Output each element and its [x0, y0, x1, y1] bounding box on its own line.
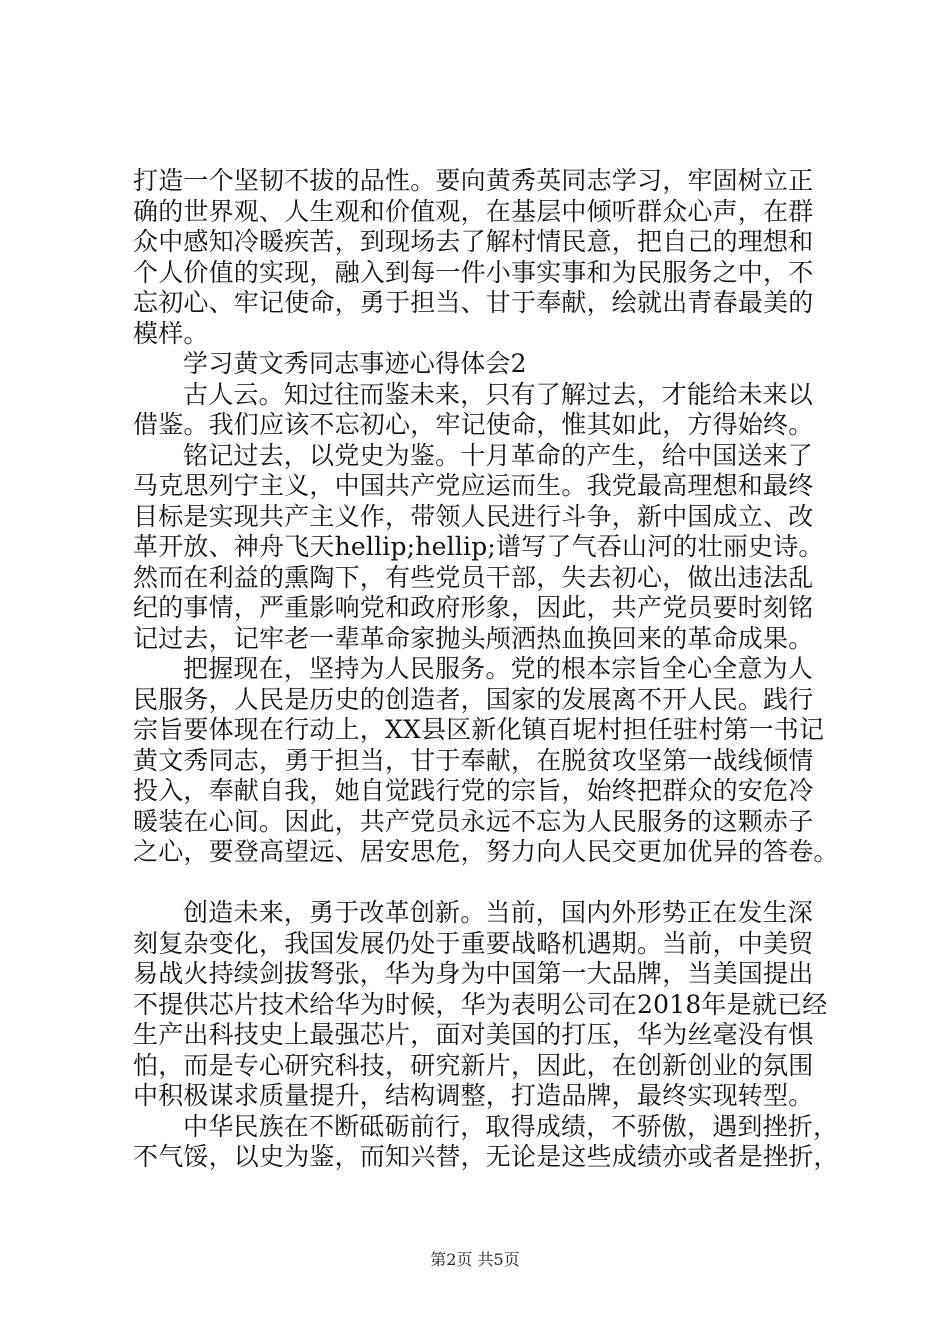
page-number-footer: 第2页 共5页 — [430, 1250, 520, 1269]
text-line: 学习黄文秀同志事迹心得体会2 — [183, 349, 527, 378]
text-line: 宗旨要体现在行动上，XX县区新化镇百坭村担任驻村第一书记 — [133, 715, 825, 744]
text-line — [133, 868, 833, 899]
text-line: 模样。 — [133, 318, 209, 348]
text-line: 不提供芯片技术给华为时候，华为表明公司在2018年是就已经 — [133, 989, 828, 1019]
text-line: 黄文秀同志，勇于担当，甘于奉献，在脱贫攻坚第一战线倾情 — [133, 745, 814, 775]
text-line: 打造一个坚韧不拔的品性。要向黄秀英同志学习，牢固树立正 — [133, 166, 814, 195]
text-line: 铭记过去，以党史为鉴。十月革命的产生，给中国送来了 — [183, 440, 814, 470]
text-line: 确的世界观、人生观和价值观，在基层中倾听群众心声，在群 — [133, 196, 814, 226]
text-line: 生产出科技史上最强芯片，面对美国的打压，华为丝毫没有惧 — [133, 1020, 814, 1049]
text-line: 怕，而是专心研究科技，研究新片，因此，在创新创业的氛围 — [133, 1050, 814, 1080]
text-line: 创造未来，勇于改革创新。当前，国内外形势正在发生深 — [183, 898, 814, 927]
text-line: 中华民族在不断砥砺前行，取得成绩，不骄傲，遇到挫折， — [183, 1111, 839, 1141]
text-line: 然而在利益的熏陶下，有些党员干部，失去初心，做出违法乱 — [133, 562, 814, 592]
text-line: 纪的事情，严重影响党和政府形象，因此，共产党员要时刻铭 — [133, 593, 814, 622]
text-line: 记过去，记牢老一辈革命家抛头颅洒热血换回来的革命成果。 — [133, 623, 814, 653]
text-line: 众中感知冷暖疾苦，到现场去了解村情民意，把自己的理想和 — [133, 227, 814, 256]
text-line: 民服务，人民是历史的创造者，国家的发展离不开人民。践行 — [133, 684, 814, 714]
text-line: 刻复杂变化，我国发展仍处于重要战略机遇期。当前，中美贸 — [133, 928, 814, 958]
text-line: 把握现在，坚持为人民服务。党的根本宗旨全心全意为人 — [183, 654, 814, 683]
text-line: 易战火持续剑拔弩张，华为身为中国第一大品牌，当美国提出 — [133, 959, 814, 988]
text-line: 忘初心、牢记使命，勇于担当、甘于奉献，绘就出青春最美的 — [133, 288, 814, 317]
text-line: 中积极谋求质量提升，结构调整，打造品牌，最终实现转型。 — [133, 1081, 814, 1110]
text-line: 暖装在心间。因此，共产党员永远不忘为人民服务的这颗赤子 — [133, 806, 814, 836]
document-body — [133, 166, 839, 1173]
text-line: 目标是实现共产主义作，带领人民进行斗争，新中国成立、改 — [133, 501, 814, 531]
text-line: 个人价值的实现，融入到每一件小事实事和为民服务之中，不 — [133, 257, 814, 287]
text-line: 投入，奉献自我，她自觉践行党的宗旨，始终把群众的安危冷 — [133, 776, 814, 805]
text-line: 不气馁，以史为鉴，而知兴替，无论是这些成绩亦或者是挫折， — [133, 1142, 839, 1171]
text-line: 借鉴。我们应该不忘初心，牢记使命，惟其如此，方得始终。 — [133, 410, 814, 439]
text-line: 革开放、神舟飞天hellip;hellip;谱写了气吞山河的壮丽史诗。 — [133, 532, 824, 561]
text-line: 古人云。知过往而鉴未来，只有了解过去，才能给未来以 — [183, 379, 814, 409]
text-line: 马克思列宁主义，中国共产党应运而生。我党最高理想和最终 — [133, 471, 814, 500]
text-line: 之心，要登高望远、居安思危，努力向人民交更加优异的答卷。 — [133, 837, 839, 866]
